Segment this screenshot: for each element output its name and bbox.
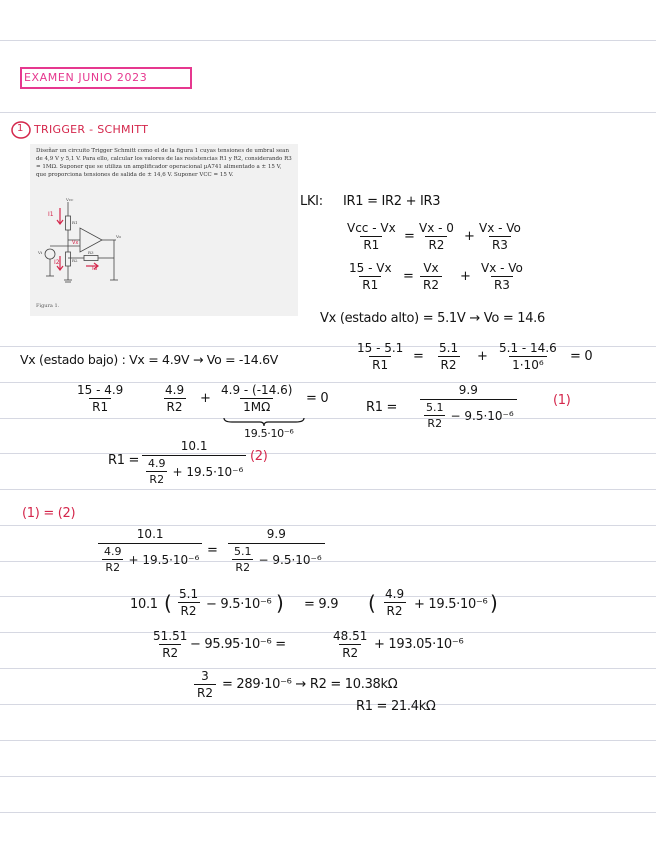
step2-frac-2: $\frac{4.9}{R2}$ <box>385 587 405 618</box>
low-rhs: = 0 <box>306 391 329 406</box>
label-vi: Vi <box>38 250 43 255</box>
ruled-line <box>0 418 656 419</box>
step2-term-1: − 9.5·10⁻⁶ <box>206 597 272 612</box>
step3-frac-2: $\frac{48.51}{R2}$ <box>333 629 368 660</box>
lk-op-equals: = <box>404 229 415 244</box>
ruled-line <box>0 489 656 490</box>
schmitt-trigger-circuit-diagram <box>36 196 126 292</box>
ruled-line <box>0 632 656 633</box>
high-frac-2: $\frac{5.1}{R2}$ <box>439 341 459 372</box>
high-op-plus: + <box>477 349 488 364</box>
paren-open-2: ( <box>368 591 376 615</box>
section-heading: TRIGGER - SCHMITT <box>34 123 149 136</box>
combine-left-inner-frac: $\frac{4.9}{R2}$ <box>104 545 122 574</box>
label-r3: R3 <box>88 250 94 255</box>
label-vo: Vo <box>116 234 121 239</box>
combine-op-equals: = <box>207 543 218 558</box>
step3-frac-1: $\frac{51.51}{R2}$ <box>153 629 188 660</box>
problem-text: Diseñar un circuito Trigger Schmitt como el de la figura 1 cuyas tensiones de umbral sean de 4,9 V y 5,1 V. Para ello, calcular los valores de las resistencias R1 y R2, considerando R3 = 1MΩ. Suponer que se utiliza un amplificador operacional µA741 alimentado a ± 15 V, que proporciona tensiones de salida de ± 14,6 V. Suponer VCC = 15 V. <box>36 148 292 178</box>
label-r1: R1 <box>72 220 78 225</box>
label-vcc: Vcc <box>66 197 74 202</box>
lk-equation: IR1 = IR2 + IR3 <box>343 194 441 209</box>
low-state-equation: Vx (estado bajo) : Vx = 4.9V → Vo = -14.6V <box>20 352 279 367</box>
r1-high-inner-frac: $\frac{5.1}{R2}$ <box>426 401 444 430</box>
section-number: 1 <box>17 123 24 134</box>
ruled-line <box>0 668 656 669</box>
step3-term-1: − 95.95·10⁻⁶ = <box>190 637 286 652</box>
ruled-line <box>0 704 656 705</box>
underbrace <box>222 417 306 427</box>
ruled-line <box>0 40 656 41</box>
ruled-line <box>0 740 656 741</box>
r1-low-inner-frac: $\frac{4.9}{R2}$ <box>148 457 166 486</box>
high-op-equals: = <box>413 349 424 364</box>
paren-open: ( <box>164 591 172 615</box>
label-i1: I1 <box>48 211 54 218</box>
paren-close: ) <box>276 591 284 615</box>
lk-frac-3: $\frac{Vx - Vo}{R3}$ <box>479 221 521 252</box>
lk-op-equals-2: = <box>403 269 414 284</box>
lk-frac-4: $\frac{15 - Vx}{R1}$ <box>349 261 392 292</box>
step2-coef: 10.1 <box>130 597 158 612</box>
high-frac-3: $\frac{5.1 - 14.6}{\text{1·10⁶}}$ <box>499 341 557 372</box>
combine-right-frac: 9.9 $\frac{5.1}{R2}$ − 9.5·10⁻⁶ <box>228 528 325 573</box>
step4-result-r2: = 289·10⁻⁶ → R2 = 10.38kΩ <box>222 677 398 692</box>
high-state-equation: Vx (estado alto) = 5.1V → Vo = 14.6 <box>320 311 545 326</box>
ruled-line <box>0 525 656 526</box>
r1-low-lhs: R1 = <box>108 453 140 468</box>
low-op-plus: + <box>200 391 211 406</box>
lk-frac-1: Vcc - Vx R1 <box>347 221 396 252</box>
underbrace-value: 19.5·10⁻⁶ <box>244 427 294 440</box>
ruled-line <box>0 112 656 113</box>
equation-tag-1: (1) <box>553 393 571 408</box>
step4-frac: $\frac{3}{R2}$ <box>194 670 216 699</box>
high-rhs: = 0 <box>570 349 593 364</box>
equation-tag-2: (2) <box>250 449 268 464</box>
ruled-line <box>0 453 656 454</box>
r1-high-frac: 9.9 $\frac{5.1}{R2}$ − 9.5·10⁻⁶ <box>420 384 517 429</box>
step2-term-2: + 19.5·10⁻⁶ <box>414 597 488 612</box>
label-i2: I2 <box>54 259 60 266</box>
lk-op-plus-2: + <box>460 269 471 284</box>
result-r1: R1 = 21.4kΩ <box>356 699 436 714</box>
high-frac-1: $\frac{15 - 5.1}{R1}$ <box>357 341 404 372</box>
ruled-line <box>0 776 656 777</box>
lk-op-plus: + <box>464 229 475 244</box>
paren-close-2: ) <box>490 591 498 615</box>
combine-left-frac: 10.1 $\frac{4.9}{R2}$ + 19.5·10⁻⁶ <box>98 528 202 573</box>
combine-right-inner-frac: $\frac{5.1}{R2}$ <box>234 545 252 574</box>
step2-rhs: = 9.9 <box>304 597 339 612</box>
low-frac-1: $\frac{15 - 4.9}{R1}$ <box>77 383 124 414</box>
label-r2: R2 <box>72 258 78 263</box>
r1-low-frac: 10.1 $\frac{4.9}{R2}$ + 19.5·10⁻⁶ <box>142 440 246 485</box>
step2-frac-1: $\frac{5.1}{R2}$ <box>179 587 199 618</box>
lk-frac-6: $\frac{Vx - Vo}{R3}$ <box>481 261 523 292</box>
ruled-line <box>0 812 656 813</box>
figure-caption: Figura 1. <box>36 303 60 309</box>
label-vx: Vx <box>72 240 79 246</box>
step3-term-2: + 193.05·10⁻⁶ <box>374 637 464 652</box>
low-frac-2: $\frac{4.9}{R2}$ <box>165 383 185 414</box>
combine-label: (1) = (2) <box>22 506 76 521</box>
lk-label: LKI: <box>300 194 323 209</box>
lk-frac-5: $\frac{Vx}{R2}$ <box>420 262 442 291</box>
r1-high-lhs: R1 = <box>366 400 398 415</box>
page-title: EXAMEN JUNIO 2023 <box>24 71 148 84</box>
label-i3: I3 <box>92 265 98 272</box>
lk-frac-2: $\frac{Vx - 0}{R2}$ <box>419 221 454 252</box>
low-frac-3: $\frac{4.9 - (-14.6)}{1M\Omega}$ <box>221 383 293 414</box>
